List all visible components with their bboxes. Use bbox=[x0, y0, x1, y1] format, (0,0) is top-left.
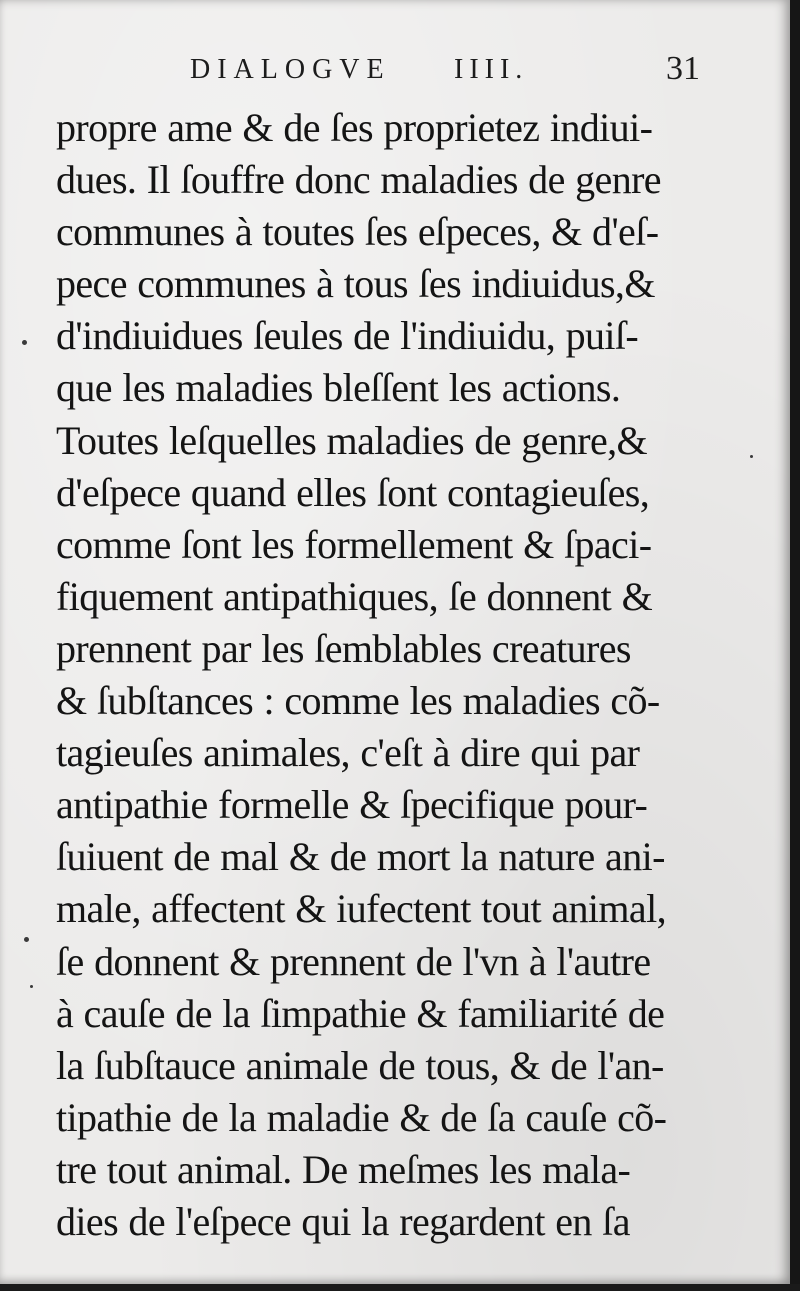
section-number: IIII. bbox=[454, 54, 529, 85]
text-line: pece communes à tous ſes indiuidus,& bbox=[56, 261, 655, 307]
running-title: DIALOGVE bbox=[190, 54, 391, 85]
text-line: comme ſont les formellement & ſpaci- bbox=[56, 521, 652, 567]
text-line: antipathie formelle & ſpecifique pour- bbox=[56, 782, 648, 828]
body-text bbox=[56, 102, 706, 1248]
text-line: Toutes leſquelles maladies de genre,& bbox=[56, 417, 648, 463]
text-line: tagieuſes animales, c'eſt à dire qui par bbox=[56, 730, 640, 776]
text-line: prennent par les ſemblables creatures bbox=[56, 625, 631, 671]
text-line: dies de l'eſpece qui la regardent en ſa bbox=[56, 1198, 630, 1244]
text-line: fiquement antipathiques, ſe donnent & bbox=[56, 573, 653, 619]
paper-speck bbox=[30, 985, 33, 988]
text-line: d'eſpece quand elles ſont contagieuſes, bbox=[56, 469, 650, 515]
paper-speck bbox=[750, 455, 753, 458]
text-line: la ſubſtauce animale de tous, & de l'an- bbox=[56, 1042, 664, 1088]
text-line: male, affectent & iufectent tout animal, bbox=[56, 886, 667, 932]
text-line: propre ame & de ſes proprietez indiui- bbox=[56, 105, 653, 150]
text-line: tipathie de la maladie & de ſa cauſe cõ- bbox=[56, 1094, 667, 1140]
text-line: & ſubſtances : comme les maladies cõ- bbox=[56, 678, 660, 724]
text-line: dues. Il ſouffre donc maladies de genre bbox=[56, 157, 661, 203]
text-line: à cauſe de la ſimpathie & familiarité de bbox=[56, 990, 665, 1036]
page-edge-shadow bbox=[790, 0, 800, 1291]
text-line: que les maladies bleſſent les actions. bbox=[56, 365, 621, 411]
text-line: ſuiuent de mal & de mort la nature ani- bbox=[56, 834, 665, 880]
text-line: d'indiuidues ſeules de l'indiuidu, puiſ- bbox=[56, 313, 639, 359]
page-bottom-shadow bbox=[0, 1284, 800, 1291]
paper-speck bbox=[24, 937, 29, 942]
page-header bbox=[140, 50, 700, 94]
paper-speck bbox=[22, 340, 27, 345]
text-line: communes à toutes ſes eſpeces, & d'eſ- bbox=[56, 209, 659, 255]
text-line: ſe donnent & prennent de l'vn à l'autre bbox=[56, 938, 651, 984]
text-line: tre tout animal. De meſmes les mala- bbox=[56, 1146, 631, 1192]
page-number: 31 bbox=[666, 50, 700, 87]
